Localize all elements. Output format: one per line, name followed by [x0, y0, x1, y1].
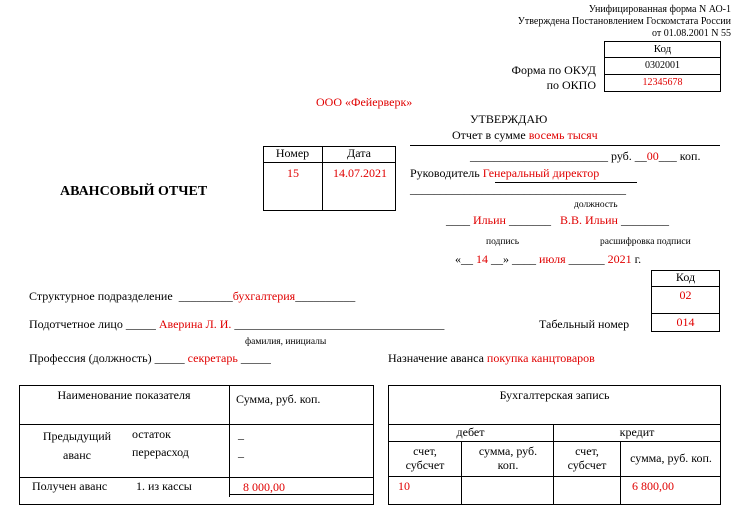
- from-cash-label: 1. из кассы: [136, 479, 192, 493]
- received-label: Получен аванс: [32, 479, 108, 493]
- approval-title: УТВЕРЖДАЮ: [470, 112, 548, 126]
- sum-header: Сумма, руб. коп.: [236, 392, 321, 406]
- approval-date: «__ 14 __» ____ июля ______ 2021 г.: [455, 252, 642, 266]
- okud-value: 0302001: [645, 59, 680, 71]
- position-caption: должность: [574, 200, 618, 210]
- credit-amount-header: сумма, руб. коп.: [630, 451, 712, 466]
- credit-amount-value: 6 800,00: [632, 479, 674, 493]
- report-number: 15: [287, 166, 299, 180]
- debit-account-header: счет, субсчет: [405, 444, 445, 472]
- tab-label: Табельный номер: [539, 317, 630, 331]
- approval-head: Руководитель Генеральный директор: [410, 166, 600, 180]
- dept-line: Структурное подразделение _________бухгалтерия__________: [29, 289, 356, 303]
- codes-header: Код: [653, 42, 672, 55]
- received-value: 8 000,00: [243, 480, 285, 494]
- accounting-header: Бухгалтерская запись: [499, 388, 610, 403]
- form-title-line2: Утверждена Постановлением Госкомстата России: [517, 16, 731, 27]
- signature-caption: подпись: [486, 237, 520, 247]
- remainder-label: остаток: [132, 427, 171, 441]
- dept-code: 02: [679, 288, 692, 303]
- purpose-line: Назначение аванса покупка канцтоваров: [388, 351, 595, 365]
- prev-advance-label: Предыдущий аванс: [42, 429, 112, 463]
- date-header: Дата: [347, 146, 371, 161]
- approval-signature-line: ____ Ильин _______ В.В. Ильин ________: [446, 213, 669, 227]
- overspend-label: перерасход: [132, 445, 189, 459]
- debit-header: дебет: [456, 424, 485, 439]
- form-title-line3: от 01.08.2001 N 55: [652, 28, 731, 39]
- form-title-line1: Унифицированная форма N АО-1: [588, 4, 731, 15]
- okpo-value: 12345678: [642, 77, 683, 89]
- profession-line: Профессия (должность) _____ секретарь _____: [29, 351, 271, 365]
- okud-label: Форма по ОКУД: [511, 63, 596, 77]
- person-caption: фамилия, инициалы: [245, 337, 327, 347]
- person-line: Подотчетное лицо _____ Аверина Л. И. ___________________________________: [29, 317, 445, 331]
- tab-number: 014: [676, 314, 695, 329]
- remainder-value: _: [238, 427, 244, 441]
- debit-account-value: 10: [398, 479, 410, 493]
- report-date: 14.07.2021: [333, 166, 387, 180]
- credit-header: кредит: [619, 424, 655, 439]
- organization-name: ООО «Фейерверк»: [316, 95, 413, 109]
- number-header: Номер: [275, 146, 310, 161]
- report-title: АВАНСОВЫЙ ОТЧЕТ: [60, 184, 208, 199]
- approval-title-blank: ____________________________________: [410, 182, 626, 196]
- approval-rub-line: _______________________ руб. __00___ коп.: [470, 149, 701, 163]
- overspend-value: _: [238, 445, 244, 459]
- debit-amount-header: сумма, руб. коп.: [478, 444, 538, 472]
- approval-sum: Отчет в сумме восемь тысяч: [452, 128, 598, 142]
- kod-header: Код: [675, 270, 696, 285]
- credit-account-header: счет, субсчет: [567, 444, 607, 472]
- indicator-header: Наименование показателя: [57, 388, 191, 403]
- okpo-label: по ОКПО: [546, 78, 596, 92]
- name-caption: расшифровка подписи: [600, 237, 691, 247]
